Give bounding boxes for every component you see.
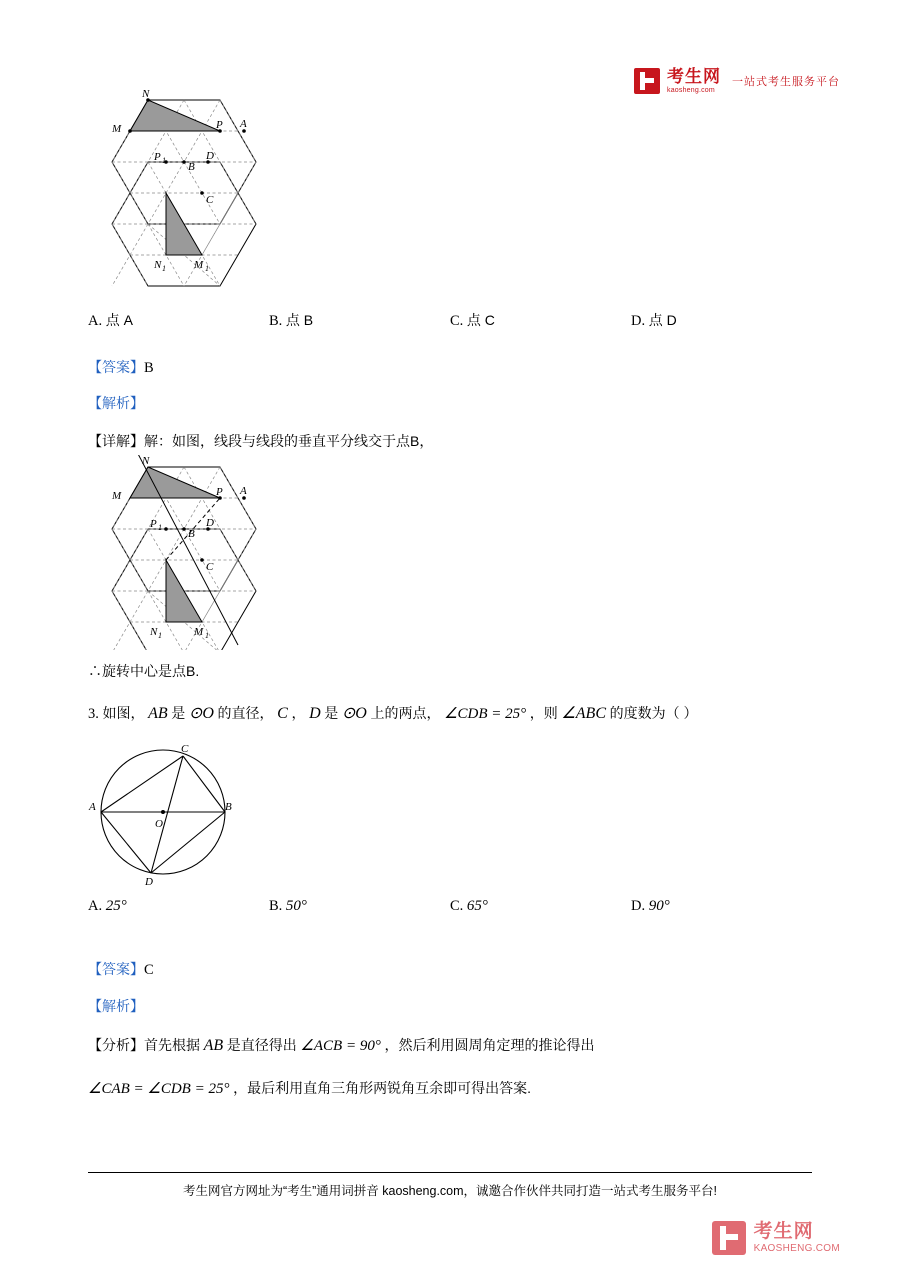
- svg-text:M: M: [194, 259, 204, 271]
- q3-option-a-label: A.: [88, 898, 103, 914]
- question3-options: [88, 898, 812, 915]
- q3-stem-5: 上的两点，: [370, 705, 441, 721]
- q3-analysis-label: 【解析】: [88, 998, 144, 1014]
- option-a-label: A.: [88, 313, 103, 329]
- footer-text: 考生网官方网址为“考生”通用词拼音 kaosheng.com，诚邀合作伙伴共同打造一站式考生服务平台!: [182, 1184, 718, 1198]
- q3-d: D: [309, 705, 321, 722]
- option-b-label: B.: [269, 313, 283, 329]
- logo-mark-icon: [634, 68, 660, 94]
- detail-text: 解：如图，线段与线段的垂直平分线交于点B，: [144, 433, 434, 449]
- footer-logo-text: [754, 1222, 840, 1254]
- q3-explain-ab: AB: [203, 1037, 224, 1054]
- figure-3-svg: [85, 740, 255, 885]
- footer-brand-en: KAOSHENG.COM: [753, 1242, 840, 1254]
- q3-option-b-label: B.: [269, 898, 283, 914]
- svg-text:P: P: [150, 518, 157, 530]
- svg-text:N: N: [142, 455, 150, 467]
- option-b-text: 点 B: [285, 312, 314, 328]
- q3-circle-1: ⊙O: [188, 705, 214, 722]
- q3-option-d[interactable]: [631, 898, 812, 915]
- svg-text:1: 1: [162, 264, 166, 273]
- question2-options: [88, 310, 812, 330]
- logo-text: [667, 68, 721, 94]
- option-d-label: D.: [631, 313, 646, 329]
- option-d-text: 点 D: [648, 312, 677, 328]
- svg-text:C: C: [206, 561, 214, 573]
- svg-text:P: P: [216, 119, 223, 131]
- svg-text:A: A: [240, 485, 247, 497]
- detail-label: 【详解】: [88, 433, 144, 449]
- q3-explain-tail: ，最后利用直角三角形两锐角互余即可得出答案.: [233, 1080, 531, 1096]
- footer-logo: [712, 1221, 840, 1255]
- q3-stem-1: 如图，: [102, 705, 145, 721]
- figure-hexagon-grid-1: [88, 88, 288, 293]
- q3-answer-label: 【答案】: [88, 961, 144, 977]
- q3-explain-acb: ∠ACB = 90°: [300, 1038, 381, 1054]
- footer-divider: [88, 1172, 812, 1173]
- q3-option-c-text: 65°: [466, 898, 488, 914]
- answer-value: B: [144, 360, 154, 376]
- q3-angle-abc: ∠ABC: [561, 705, 606, 722]
- q3-stem-6: ，则: [529, 705, 558, 721]
- q3-option-c-label: C.: [450, 898, 464, 914]
- svg-text:P: P: [154, 151, 161, 163]
- q3-explain-label: 【分析】: [88, 1037, 144, 1053]
- q3-ab: AB: [148, 705, 168, 722]
- question2-detail-line: [88, 430, 812, 455]
- q3-stem-4: 是: [324, 705, 339, 721]
- q3-answer-value: C: [144, 962, 154, 978]
- question3-analysis-line: [88, 995, 812, 1020]
- svg-text:1: 1: [205, 631, 209, 640]
- q3-explain-2: 是直径得出: [226, 1037, 297, 1053]
- svg-text:N: N: [150, 626, 158, 638]
- footer-brand-cn: 考生网: [753, 1221, 814, 1243]
- analysis-label: 【解析】: [88, 395, 144, 411]
- q3-option-b[interactable]: [269, 898, 450, 915]
- logo-slogan: 一站式考生服务平台: [732, 76, 840, 88]
- svg-text:N: N: [154, 259, 162, 271]
- q3-stem-3: 的直径，: [217, 705, 274, 721]
- q3-option-a-text: 25°: [105, 898, 127, 914]
- question2-analysis-line: [88, 392, 812, 417]
- q3-stem-2: 是: [171, 705, 186, 721]
- svg-text:M: M: [112, 490, 122, 502]
- option-b[interactable]: [269, 310, 450, 330]
- q3-option-b-text: 50°: [285, 898, 307, 914]
- question3-explain-line-2: [88, 1077, 812, 1103]
- option-c[interactable]: [450, 310, 631, 330]
- q3-option-d-text: 90°: [648, 898, 670, 914]
- q3-circle-2: ⊙O: [341, 705, 367, 722]
- q3-explain-3: ，然后利用圆周角定理的推论得出: [384, 1037, 595, 1053]
- svg-text:1: 1: [158, 523, 162, 532]
- q3-angle-cdb: ∠CDB = 25°: [444, 706, 527, 722]
- logo-name-en: kaosheng.com: [667, 87, 715, 94]
- question3-explain-line-1: [88, 1032, 812, 1060]
- option-c-label: C.: [450, 313, 464, 329]
- question2-answer-line: [88, 356, 812, 381]
- svg-text:D: D: [145, 876, 153, 885]
- option-d[interactable]: [631, 310, 812, 330]
- question3-answer-line: [88, 958, 812, 983]
- q3-number: 3.: [88, 706, 99, 722]
- q3-option-a[interactable]: [88, 898, 269, 915]
- svg-text:D: D: [206, 517, 214, 529]
- logo-name-cn: 考生网: [667, 67, 721, 86]
- question3-stem: [88, 700, 812, 728]
- svg-text:O: O: [155, 818, 163, 830]
- header-logo: [634, 68, 840, 94]
- svg-text:1: 1: [158, 631, 162, 640]
- footer-logo-mark-icon: [712, 1221, 746, 1255]
- answer-label: 【答案】: [88, 359, 144, 375]
- svg-text:B: B: [225, 801, 232, 813]
- svg-text:D: D: [206, 150, 214, 162]
- conclusion-text: ∴旋转中心是点B.: [88, 663, 200, 679]
- svg-text:B: B: [188, 528, 195, 540]
- q3-option-d-label: D.: [631, 898, 646, 914]
- svg-text:M: M: [194, 626, 204, 638]
- svg-text:B: B: [188, 161, 195, 173]
- figure-1-svg: [88, 88, 288, 288]
- svg-text:1: 1: [162, 156, 166, 165]
- svg-text:P: P: [216, 486, 223, 498]
- figure-hexagon-grid-2: [88, 455, 298, 655]
- svg-text:1: 1: [205, 264, 209, 273]
- figure-circle: [85, 740, 255, 890]
- q3-stem-7: 的度数为（ ）: [609, 705, 698, 721]
- question2-conclusion: [88, 660, 812, 685]
- figure-2-svg: [88, 455, 298, 650]
- q3-explain-cab: ∠CAB = ∠CDB = 25°: [88, 1081, 230, 1097]
- svg-text:C: C: [206, 194, 214, 206]
- svg-text:N: N: [142, 88, 150, 100]
- svg-text:C: C: [181, 743, 189, 755]
- q3-comma: ，: [291, 705, 306, 721]
- q3-c: C: [277, 705, 288, 722]
- option-a[interactable]: [88, 310, 269, 330]
- svg-text:A: A: [89, 801, 96, 813]
- q3-option-c[interactable]: [450, 898, 631, 915]
- svg-text:M: M: [112, 123, 122, 135]
- option-a-text: 点 A: [105, 312, 133, 328]
- q3-explain-1: 首先根据: [144, 1037, 200, 1053]
- svg-text:A: A: [240, 118, 247, 130]
- option-c-text: 点 C: [466, 312, 495, 328]
